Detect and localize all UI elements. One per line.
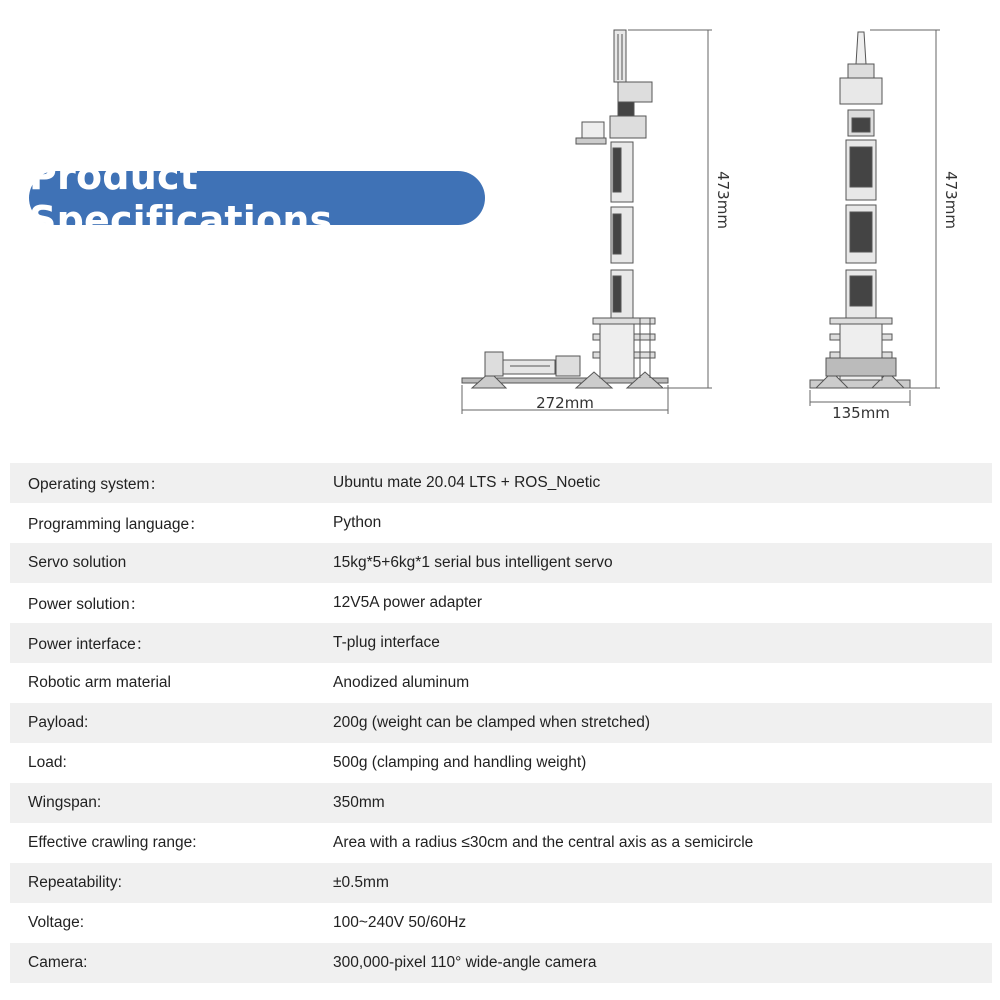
robot-arm-dimension-drawing — [0, 0, 1000, 440]
spec-value: 500g (clamping and handling weight) — [333, 754, 587, 771]
spec-row-crawling-range — [10, 823, 992, 863]
spec-value: 200g (weight can be clamped when stretched) — [333, 714, 651, 731]
spec-label: Payload: — [28, 714, 89, 731]
spec-row-power-interface — [10, 623, 992, 663]
page-title: Product Specifications — [29, 171, 485, 225]
spec-label: Operating system： — [28, 476, 165, 493]
spec-label: Programming language： — [28, 516, 205, 533]
spec-value: Area with a radius ≤30cm and the central axis as a semicircle — [333, 834, 754, 851]
spec-table — [10, 463, 992, 983]
front-height-label: 473mm — [942, 171, 960, 229]
spec-row-operating-system — [10, 463, 992, 503]
spec-row-camera — [10, 943, 992, 983]
spec-label: Effective crawling range: — [28, 834, 197, 851]
spec-label: Camera: — [28, 954, 88, 971]
spec-label: Power solution： — [28, 596, 146, 613]
spec-label: Wingspan: — [28, 794, 102, 811]
spec-label: Power interface： — [28, 636, 152, 653]
spec-row-arm-material — [10, 663, 992, 703]
spec-value: 100~240V 50/60Hz — [333, 914, 467, 931]
spec-value: 300,000-pixel 110° wide-angle camera — [333, 954, 597, 971]
spec-value: 12V5A power adapter — [333, 594, 483, 611]
spec-row-programming-language — [10, 503, 992, 543]
spec-label: Voltage: — [28, 914, 85, 931]
side-height-label: 473mm — [714, 171, 732, 229]
spec-row-wingspan — [10, 783, 992, 823]
spec-label: Repeatability: — [28, 874, 122, 891]
spec-value: ±0.5mm — [333, 874, 389, 891]
spec-label: Servo solution — [28, 554, 127, 571]
spec-value: Ubuntu mate 20.04 LTS + ROS_Noetic — [333, 474, 601, 491]
spec-row-repeatability — [10, 863, 992, 903]
side-view-robot-arm — [462, 30, 668, 388]
spec-row-load — [10, 743, 992, 783]
spec-row-payload — [10, 703, 992, 743]
spec-row-power-solution — [10, 583, 992, 623]
spec-value: Anodized aluminum — [333, 674, 470, 691]
spec-label: Robotic arm material — [28, 674, 171, 691]
front-width-label: 135mm — [832, 404, 890, 422]
side-width-label: 272mm — [536, 394, 594, 412]
spec-value: 15kg*5+6kg*1 serial bus intelligent servo — [333, 554, 613, 571]
spec-row-voltage — [10, 903, 992, 943]
spec-label: Load: — [28, 754, 67, 771]
spec-value: Python — [333, 514, 382, 531]
spec-value: 350mm — [333, 794, 385, 811]
front-view-robot-arm — [810, 32, 910, 388]
spec-value: T-plug interface — [333, 634, 440, 651]
spec-row-servo-solution — [10, 543, 992, 583]
